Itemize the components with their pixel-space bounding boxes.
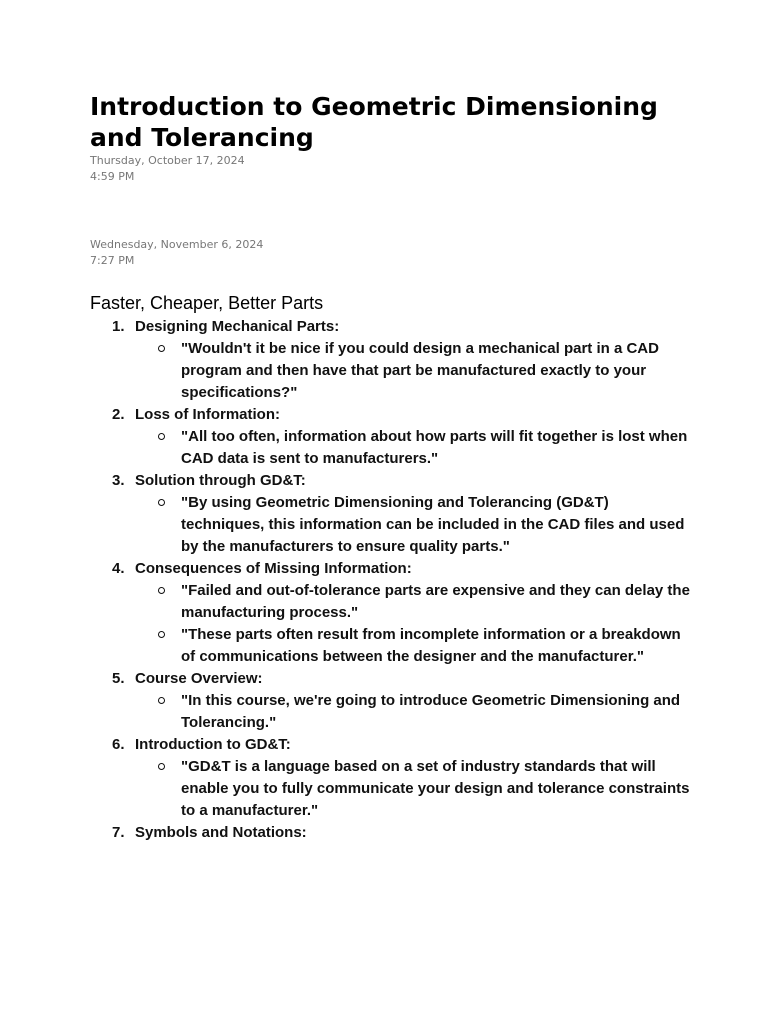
list-item-label: Designing Mechanical Parts: <box>135 318 340 335</box>
bullet-text: "GD&T is a language based on a set of industry standards that will enable you to fully communicate your design and tolerance constraints to a manufacturer." <box>181 758 690 819</box>
bullet-item <box>135 426 690 470</box>
list-item-number: 2. <box>112 406 125 423</box>
bullet-text: "Wouldn't it be nice if you could design a mechanical part in a CAD program and then have that part be manufactured exactly to your specifications?" <box>181 340 659 401</box>
entry-date: Wednesday, November 6, 2024 <box>90 238 264 251</box>
list-item-number: 4. <box>112 560 125 577</box>
created-time: 4:59 PM <box>90 170 135 183</box>
bullet-item <box>135 624 690 668</box>
list-item-number: 3. <box>112 472 125 489</box>
created-timestamp <box>90 153 245 185</box>
hollow-bullet-icon <box>158 697 165 704</box>
bullet-list <box>135 338 690 404</box>
bullet-list <box>135 426 690 470</box>
bullet-list <box>135 690 690 734</box>
entry-timestamp <box>90 237 263 269</box>
section-heading: Faster, Cheaper, Better Parts <box>90 293 324 313</box>
list-item-number: 1. <box>112 318 125 335</box>
bullet-item <box>135 492 690 558</box>
hollow-bullet-icon <box>158 631 165 638</box>
list-item-label: Course Overview: <box>135 670 263 687</box>
bullet-item <box>135 756 690 822</box>
list-item-label: Symbols and Notations: <box>135 824 307 841</box>
bullet-text: "Failed and out-of-tolerance parts are expensive and they can delay the manufacturing process." <box>181 582 690 621</box>
list-item <box>90 316 690 404</box>
list-item <box>90 470 690 558</box>
hollow-bullet-icon <box>158 499 165 506</box>
list-item <box>90 734 690 822</box>
bullet-list <box>135 492 690 558</box>
list-item-label: Consequences of Missing Information: <box>135 560 412 577</box>
list-item <box>90 404 690 470</box>
page-title: Introduction to Geometric Dimensioning and Tolerancing <box>90 92 658 152</box>
list-item-label: Loss of Information: <box>135 406 280 423</box>
hollow-bullet-icon <box>158 433 165 440</box>
list-item <box>90 558 690 668</box>
bullet-item <box>135 690 690 734</box>
list-item <box>90 668 690 734</box>
hollow-bullet-icon <box>158 345 165 352</box>
bullet-item <box>135 580 690 624</box>
bullet-text: "All too often, information about how parts will fit together is lost when CAD data is sent to manufacturers." <box>181 428 688 467</box>
hollow-bullet-icon <box>158 587 165 594</box>
bullet-text: "In this course, we're going to introduce Geometric Dimensioning and Tolerancing." <box>181 692 681 731</box>
bullet-list <box>135 580 690 668</box>
list-item-number: 6. <box>112 736 125 753</box>
bullet-item <box>135 338 690 404</box>
entry-time: 7:27 PM <box>90 254 135 267</box>
list-item-number: 7. <box>112 824 125 841</box>
bullet-text: "By using Geometric Dimensioning and Tolerancing (GD&T) techniques, this information can be included in the CAD files and used by the manufacturers to ensure quality parts." <box>181 494 685 555</box>
numbered-list <box>90 316 690 844</box>
list-item <box>90 822 690 844</box>
list-item-number: 5. <box>112 670 125 687</box>
list-item-label: Introduction to GD&T: <box>135 736 291 753</box>
bullet-text: "These parts often result from incomplete information or a breakdown of communications between the designer and the manufacturer." <box>181 626 681 665</box>
hollow-bullet-icon <box>158 763 165 770</box>
created-date: Thursday, October 17, 2024 <box>90 154 245 167</box>
bullet-list <box>135 756 690 822</box>
list-item-label: Solution through GD&T: <box>135 472 306 489</box>
